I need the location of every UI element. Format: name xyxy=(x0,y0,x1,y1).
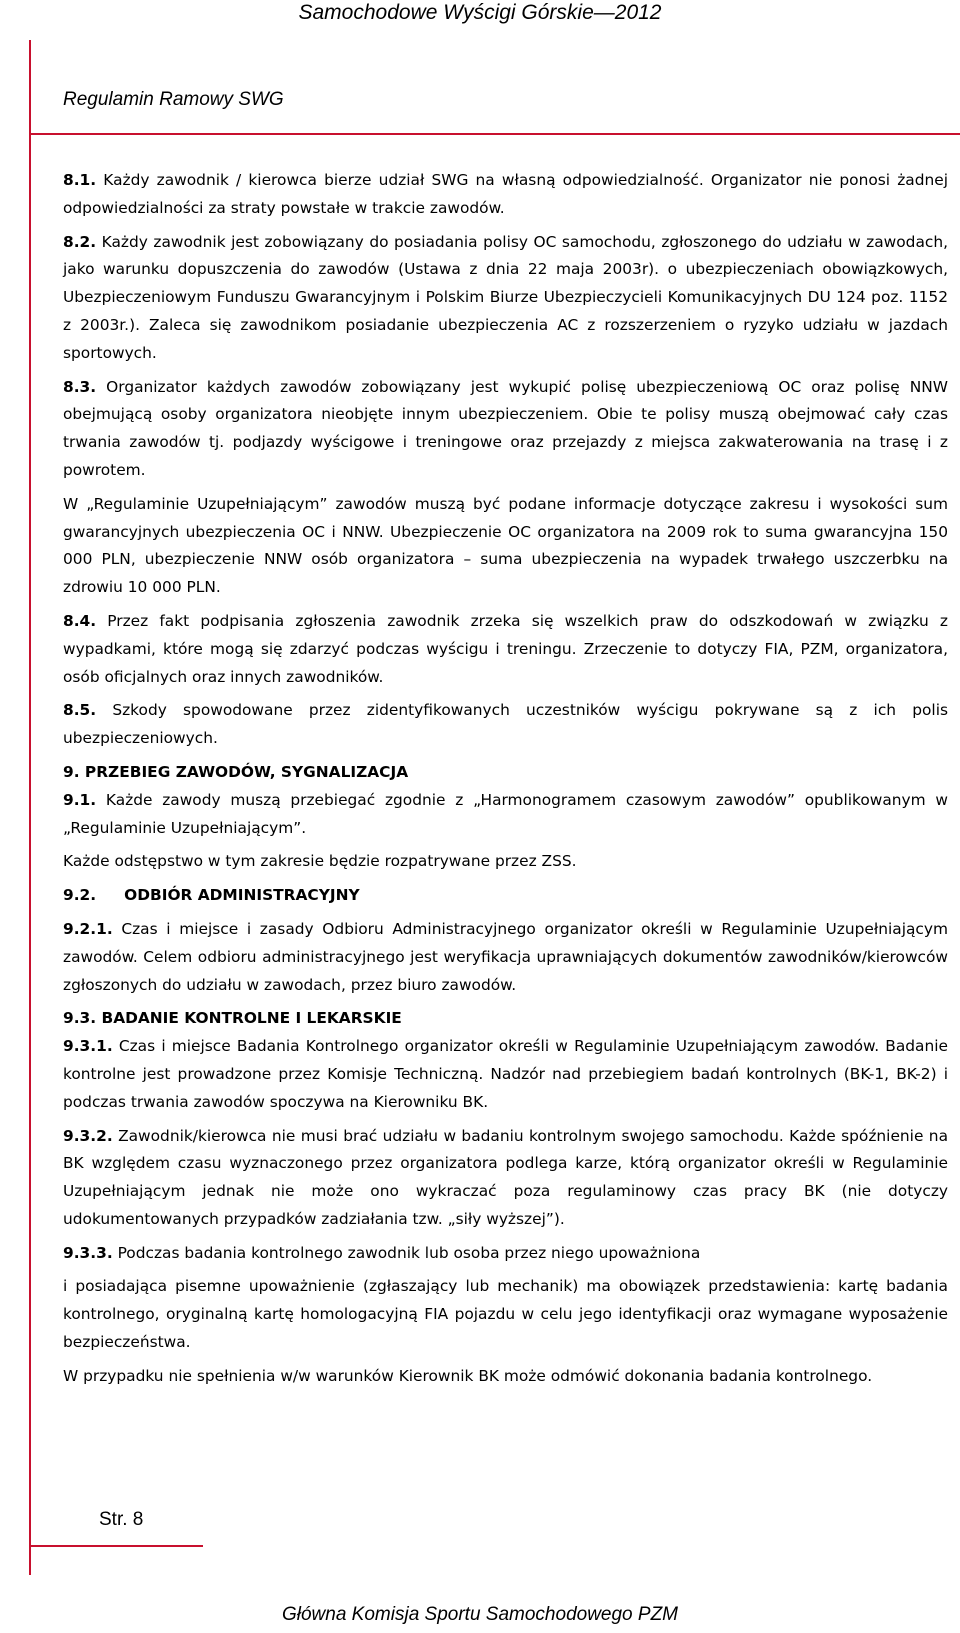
paragraph-text: Czas i miejsce Badania Kontrolnego organizator określi w Regulaminie Uzupełniającym zawodów. Badanie kontrolne jest prowadzone przez Komisje Techniczną. Nadzór nad przebiegiem badań kontrolnych (BK-1, BK-2) i podczas trwania zawodów spoczywa na Kierowniku BK. xyxy=(63,1037,948,1111)
paragraph-text: Podczas badania kontrolnego zawodnik lub osoba przez niego upoważniona xyxy=(112,1243,701,1262)
paragraph-text: Czas i miejsce i zasady Odbioru Administracyjnego organizator określi w Regulaminie Uzupełniającym zawodów. Celem odbioru administracyjnego jest weryfikacja uprawniających dokumentów zawodników/kierowców zgłoszonych do udziału w zawodach, przez biuro zawodów. xyxy=(63,919,948,994)
page-number: Str. 8 xyxy=(99,1509,144,1530)
section-title: ODBIÓR ADMINISTRACYJNY xyxy=(124,886,360,905)
paragraph-8-1 xyxy=(63,167,948,223)
paragraph-8-3 xyxy=(63,374,948,485)
paragraph-number: 9.3.1. xyxy=(63,1037,113,1056)
paragraph-text: Przez fakt podpisania zgłoszenia zawodnik zrzeka się wszelkich praw do odszkodowań w związku z wypadkami, które mogą się zdarzyć podczas wyścigu i treningu. Zrzeczenie to dotyczy FIA, PZM, organizatora, osób oficjalnych oraz innych zawodników. xyxy=(63,611,948,686)
paragraph-text: i posiadająca pisemne upoważnienie (zgłaszający lub mechanik) ma obowiązek przedstawienia: kartę badania kontrolnego, oryginalną kartę homologacyjną FIA pojazdu w celu jego identyfikacji oraz wymagane wyposażenie bezpieczeństwa. xyxy=(63,1277,948,1352)
paragraph-8-5 xyxy=(63,697,948,753)
paragraph-number: 8.1. xyxy=(63,171,97,189)
paragraph-9-3-1 xyxy=(63,1033,948,1116)
footer-rule xyxy=(31,1545,203,1547)
paragraph-9-3-3-cont xyxy=(63,1273,948,1356)
section-9-2-heading xyxy=(63,882,948,910)
section-number: 9. xyxy=(63,762,80,781)
paragraph-9-3-2 xyxy=(63,1123,948,1234)
paragraph-number: 9.3.3. xyxy=(63,1243,113,1262)
paragraph-number: 9.3.2. xyxy=(63,1126,113,1145)
paragraph-8-3-insurance xyxy=(63,491,948,602)
paragraph-number: 9.1. xyxy=(63,790,97,809)
paragraph-9-2-1 xyxy=(63,916,948,999)
paragraph-number: 8.2. xyxy=(63,232,97,251)
section-number: 9.2. xyxy=(63,886,97,905)
paragraph-text: W przypadku nie spełnienia w/w warunków Kierownik BK może odmówić dokonania badania kontrolnego. xyxy=(63,1366,873,1385)
paragraph-text: Każde zawody muszą przebiegać zgodnie z „Harmonogramem czasowym zawodów” opublikowanym w „Regulaminie Uzupełniającym”. xyxy=(63,790,948,837)
paragraph-number: 9.2.1. xyxy=(63,919,113,938)
paragraph-8-4 xyxy=(63,608,948,691)
paragraph-number: 8.5. xyxy=(63,701,97,720)
paragraph-text: Każdy zawodnik jest zobowiązany do posiadania polisy OC samochodu, zgłoszonego do udziału w zawodach, jako warunku dopuszczenia do zawodów (Ustawa z dnia 22 maja 2003r). o ubezpieczeniach obowiązkowych, Ubezpieczeniowym Funduszu Gwarancyjnym i Polskim Biurze Ubezpieczycieli Komunikacyjnych DU 124 poz. 1152 z 2003r.). Zaleca się zawodnikom posiadanie ubezpieczenia AC z rozszerzeniem o ryzyko udziału w jazdach sportowych. xyxy=(63,232,948,362)
paragraph-text: Każdy zawodnik / kierowca bierze udział SWG na własną odpowiedzialność. Organizator nie ponosi żadnej odpowiedzialności za straty powstałe w trakcie zawodów. xyxy=(63,171,948,217)
header-rule xyxy=(31,133,960,135)
paragraph-9-3-4 xyxy=(63,1363,948,1391)
paragraph-9-3-3 xyxy=(63,1240,948,1268)
document-subtitle: Regulamin Ramowy SWG xyxy=(63,89,284,110)
section-title: PRZEBIEG ZAWODÓW, SYGNALIZACJA xyxy=(84,762,409,781)
section-9-3-heading: 9.3. BADANIE KONTROLNE I LEKARSKIE xyxy=(63,1009,402,1028)
paragraph-9-1-note xyxy=(63,848,948,876)
document-header-title: Samochodowe Wyścigi Górskie—2012 xyxy=(298,1,662,24)
section-9-heading xyxy=(63,759,948,787)
paragraph-number: 8.4. xyxy=(63,611,97,630)
paragraph-text: W „Regulaminie Uzupełniającym” zawodów muszą być podane informacje dotyczące zakresu i wysokości sum gwarancyjnych ubezpieczenia OC i NNW. Ubezpieczenie OC organizatora na 2009 rok to suma gwarancyjna 150 000 PLN, ubezpieczenie NNW osób organizatora – suma ubezpieczenia na wypadek trwałego uszczerbku na zdrowiu 10 000 PLN. xyxy=(63,494,948,597)
paragraph-text: Organizator każdych zawodów zobowiązany jest wykupić polisę ubezpieczeniową OC oraz polisę NNW obejmującą osoby organizatora nieobjęte innym ubezpieczeniem. Obie te polisy muszą obejmować cały czas trwania zawodów tj. podjazdy wyścigowe i treningowe oraz przejazdy z miejsca zakwaterowania na trasę i z powrotem. xyxy=(63,377,948,479)
paragraph-number: 8.3. xyxy=(63,377,97,396)
paragraph-text: Szkody spowodowane przez zidentyfikowanych uczestników wyścigu pokrywane są z ich polis ubezpieczeniowych. xyxy=(63,701,948,748)
paragraph-8-2 xyxy=(63,229,948,368)
document-body xyxy=(63,167,948,1397)
document-footer: Główna Komisja Sportu Samochodowego PZM xyxy=(281,1604,679,1625)
margin-rule-vertical xyxy=(29,40,31,1575)
paragraph-9-1 xyxy=(63,787,948,843)
paragraph-text: Zawodnik/kierowca nie musi brać udziału w badaniu kontrolnym swojego samochodu. Każde spóźnienie na BK względem czasu wyznaczonego przez organizatora podlega karze, którą organizator określi w Regulaminie Uzupełniającym jednak nie może ono wykraczać poza regulaminowy czas pracy BK (nie dotyczy udokumentowanych przypadków zadziałania tzw. „siły wyższej”). xyxy=(63,1126,948,1228)
paragraph-text: Każde odstępstwo w tym zakresie będzie rozpatrywane przez ZSS. xyxy=(63,852,577,871)
